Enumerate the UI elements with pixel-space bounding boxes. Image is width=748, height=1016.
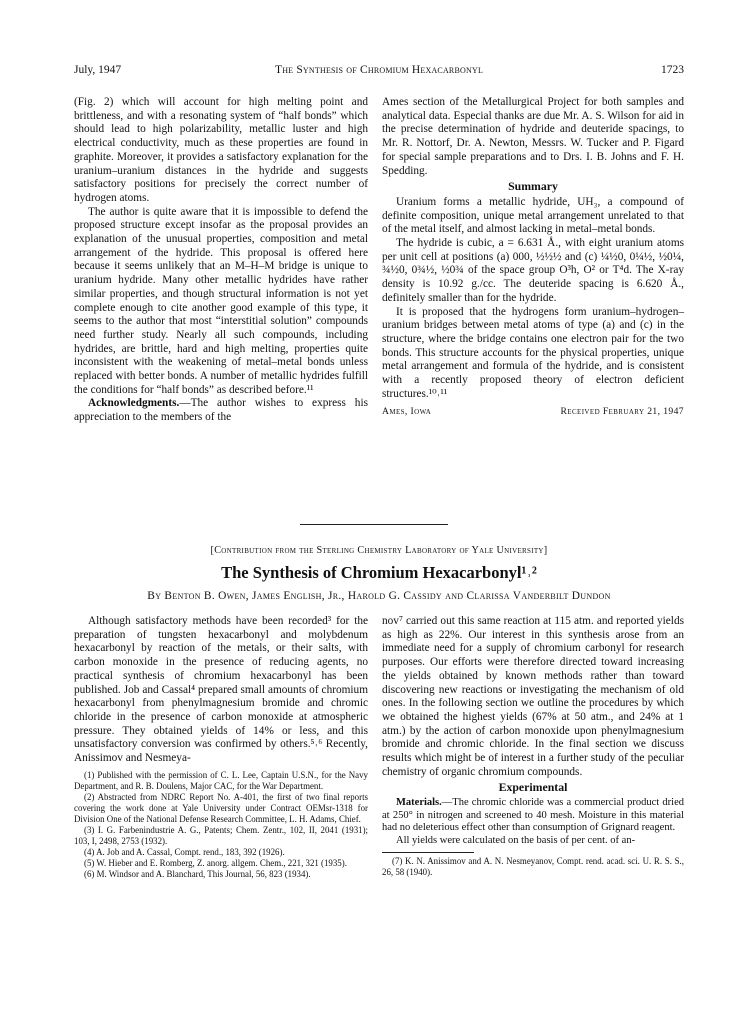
acknowledgments-continued: Ames section of the Metallurgical Project for both samples and analytical data. Especial thanks are due Mr. A. S. Wilson for aid in the precise determination of hydride and deuteride spacings, to Mr. R. Nottorf, Dr. A. Newton, Messrs. W. Tucker and P. Figard for special sample preparations and to Drs. I. B. Johns and F. H. Spedding. xyxy=(382,96,684,177)
signature-line xyxy=(382,405,684,419)
author-line: By Benton B. Owen, James English, Jr., Harold G. Cassidy and Clarissa Vanderbilt Dundon xyxy=(147,590,611,602)
received-date: Received February 21, 1947 xyxy=(560,406,684,418)
header-page-number: 1723 xyxy=(661,64,684,76)
intro-paragraph: Although satisfactory methods have been recorded³ for the preparation of tungsten hexacarbonyl and molybdenum hexacarbonyl by reaction of the metals, or their salts, with carbon monoxide in the presence of reducing agents, no practical synthesis of chromium hexacarbonyl has been published. Job and Cassal⁴ prepared small amounts of chromium hexacarbonyl from phenylmagnesium bromide and chromic chloride in the presence of carbon monoxide at atmospheric pressure. They obtained yields of 14% or less, and this unsatisfactory conversion was confirmed by others.⁵˒⁶ Recently, Anissimov and Nesmeya- xyxy=(74,615,368,765)
prev-paragraph: The author is quite aware that it is impossible to defend the proposed structure except insofar as the proposal provides an explanation of the unusual properties, composition and metal arrangement of the hydride. This proposal is offered here because it seems unlikely that an M–H–M bridge is unique to uranium hydride. Many other metallic hydrides have rather similar properties, and though structural information is not yet complete enough to cite another good example of this type, it seems to the author that most “interstitial solution” compounds need further study. Nearly all such compounds, including hydrides, are brittle, hard and high melting, properties quite inconsistent with the weakening of metal–metal bonds unless replaced with better bonds. A number of metallic hydrides fulfill the conditions for “half bonds” as described before.¹¹ xyxy=(74,205,368,396)
article-column-right xyxy=(382,615,684,878)
summary-paragraph: The hydride is cubic, a = 6.631 Å., with eight uranium atoms per unit cell at positions (a) 000, ½½½ and (c) ¼½0, 0¼½, ½0¼, ¾½0, 0¾½, ½0¾ of the space group O³h, O² or T⁴d. The X-ray density is 10.92 g./cc. The deuteride spacing is 6.620 Å., definitely smaller than for the hydride. xyxy=(382,237,684,304)
page-header xyxy=(74,64,684,80)
footnote: (4) A. Job and A. Cassal, Compt. rend., 183, 392 (1926). xyxy=(84,846,285,857)
location: Ames, Iowa xyxy=(382,406,432,418)
footnotes xyxy=(74,770,368,880)
materials-paragraph xyxy=(382,797,684,835)
contribution-line: [Contribution from the Sterling Chemistry Laboratory of Yale University] xyxy=(210,545,548,556)
footnotes-right xyxy=(382,852,684,878)
prev-article-column-left xyxy=(74,96,368,425)
article-title: The Synthesis of Chromium Hexacarbonyl¹˒² xyxy=(221,563,537,582)
intro-paragraph-continued: nov⁷ carried out this same reaction at 115 atm. and reported yields as high as 22%. Our interest in this synthesis arose from an immediate need for a supply of chromium carbonyl for research purposes. Our efforts were therefore directed toward increasing the yields obtained by known methods rather than toward discovering new reactions or investigating the mechanism of old ones. In the following section we outline the procedures by which we obtained the highest yields (67% at 50 atm., and 24% at 1 atm.) by the action of carbon monoxide upon phenylmagnesium bromide and chromic chloride. In the final section we discuss results which might be of interest in a further study of the peculiar chemistry of organic chromium compounds. xyxy=(382,615,684,778)
acknowledgments-heading: Acknowledgments. xyxy=(88,397,180,410)
article-column-left xyxy=(74,615,368,880)
footnote: (1) Published with the permission of C. L. Lee, Captain U.S.N., for the Navy Department, and R. B. Doulens, Major CAC, for the War Department. xyxy=(74,769,368,791)
yields-paragraph: All yields were calculated on the basis of per cent. of an- xyxy=(396,834,636,846)
header-date: July, 1947 xyxy=(74,64,122,76)
acknowledgments-text: —The author wishes to express his appreciation to the members of the xyxy=(74,397,368,424)
summary-heading: Summary xyxy=(508,179,558,194)
materials-text: —The chromic chloride was a commercial product dried at 250° in nitrogen and screened to 40 mesh. Moisture in this material had no deleterious effect other than consumption of Grignard reagent. xyxy=(382,797,684,834)
footnote: (3) I. G. Farbenindustrie A. G., Patents; Chem. Zentr., 102, II, 2041 (1931); 103, I, 2498, 2753 (1932). xyxy=(74,824,368,846)
footnote-rule xyxy=(382,852,474,853)
footnote: (6) M. Windsor and A. Blanchard, This Journal, 56, 823 (1934). xyxy=(84,868,311,879)
header-running-title: The Synthesis of Chromium Hexacarbonyl xyxy=(274,64,484,76)
experimental-heading: Experimental xyxy=(498,780,568,795)
footnote: (2) Abstracted from NDRC Report No. A-401, the first of two final reports covering the work done at Yale University under Contract OEMsr-1318 for Division One of the National Defense Research Committee, L. H. Adams, Chief. xyxy=(74,791,368,824)
materials-heading: Materials. xyxy=(396,797,442,809)
prev-article-column-right xyxy=(382,96,684,419)
summary-paragraph: Uranium forms a metallic hydride, UH₃, a compound of definite composition, unique metal arrangement unrelated to that of the metal itself, and almost lacking in metal–metal bonds. xyxy=(382,195,684,236)
prev-paragraph: (Fig. 2) which will account for high melting point and brittleness, and with a resonating system of “half bonds” which should lead to high polarizability, metallic luster and high electrical conductivity, much as these properties are found in graphite. Moreover, it provides a satisfactory explanation for the uranium–uranium distances in the hydride and suggests satisfactory positions for precisely the correct number of hydrogen atoms. xyxy=(74,96,368,204)
acknowledgments-paragraph xyxy=(74,397,368,424)
section-divider xyxy=(300,524,448,525)
summary-paragraph: It is proposed that the hydrogens form uranium–hydrogen–uranium bridges between metal atoms of type (a) and (c) in the structure, where the bridge contains one electron pair for the two bonds. This structure accounts for the physical properties, unique metal arrangement and formula of the hydride, and is consistent with a recently proposed theory of electron deficient structures.¹⁰˒¹¹ xyxy=(382,305,684,400)
footnote: (7) K. N. Anissimov and A. N. Nesmeyanov, Compt. rend. acad. sci. U. R. S. S., 26, 58 (1940). xyxy=(382,855,684,877)
footnote: (5) W. Hieber and E. Romberg, Z. anorg. allgem. Chem., 221, 321 (1935). xyxy=(84,857,347,868)
